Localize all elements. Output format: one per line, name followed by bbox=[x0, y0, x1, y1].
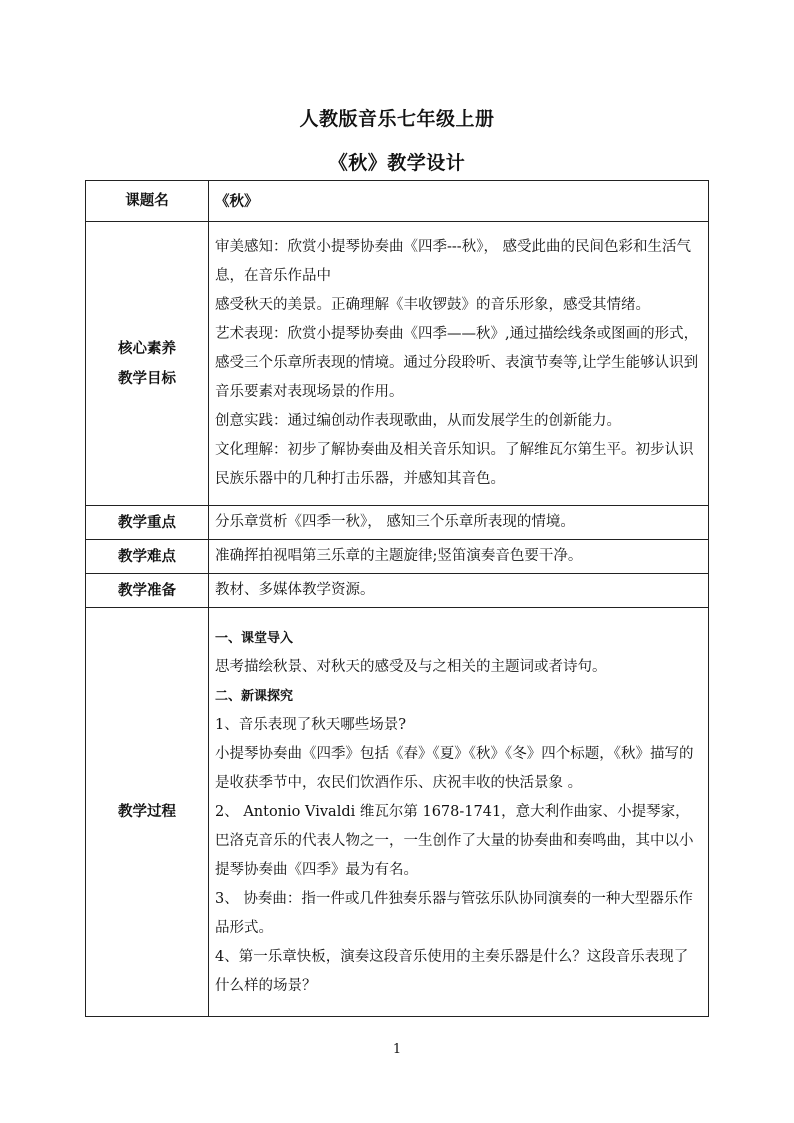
process-paragraph: 思考描绘秋景、对秋天的感受及与之相关的主题词或者诗句。 bbox=[215, 658, 607, 675]
topic-value: 《秋》 bbox=[209, 181, 709, 222]
section-heading: 一、课堂导入 bbox=[215, 630, 294, 646]
objectives-label-line1: 核心素养 bbox=[118, 339, 176, 357]
process-paragraph: 3、 协奏曲：指一件或几件独奏乐器与管弦乐队协同演奏的一种大型器乐作品形式。 bbox=[215, 890, 693, 936]
key-points-value: 分乐章赏析《四季一秋》， 感知三个乐章所表现的情境。 bbox=[209, 506, 709, 540]
objective-line: 创意实践：通过编创动作表现歌曲，从而发展学生的创新能力。 bbox=[215, 413, 621, 429]
table-row-preparation bbox=[86, 574, 709, 608]
difficulties-label: 教学难点 bbox=[86, 540, 209, 574]
document-title: 人教版音乐七年级上册 bbox=[299, 108, 495, 130]
objectives-content bbox=[209, 222, 709, 506]
difficulties-value: 准确挥拍视唱第三乐章的主题旋律;竖笛演奏音色要干净。 bbox=[209, 540, 709, 574]
objective-line: 文化理解：初步了解协奏曲及相关音乐知识。了解维瓦尔第生平。初步认识民族乐器中的几种打击乐器，并感知其音色。 bbox=[215, 442, 694, 487]
process-content bbox=[209, 608, 709, 1017]
preparation-label: 教学准备 bbox=[86, 574, 209, 608]
topic-label: 课题名 bbox=[86, 181, 209, 222]
lesson-plan-table bbox=[85, 180, 709, 1017]
process-label: 教学过程 bbox=[86, 608, 209, 1017]
process-paragraph: 小提琴协奏曲《四季》包括《春》《夏》《秋》《冬》四个标题，《秋》描写的是收获季节中，农民们饮酒作乐、庆祝丰收的快活景象 。 bbox=[215, 745, 694, 791]
objectives-label-line2: 教学目标 bbox=[118, 369, 176, 387]
process-paragraph: 4、第一乐章快板，演奏这段音乐使用的主奏乐器是什么？这段音乐表现了什么样的场景？ bbox=[215, 948, 689, 994]
process-paragraph: 1、音乐表现了秋天哪些场景? bbox=[215, 716, 406, 733]
objectives-label bbox=[86, 222, 209, 506]
table-row-objectives bbox=[86, 222, 709, 506]
process-paragraph: 2、 Antonio Vivaldi 维瓦尔第 1678-1741，意大利作曲家、小提琴家，巴洛克音乐的代表人物之一，一生创作了大量的协奏曲和奏鸣曲，其中以小提琴协奏曲《四季》最为有名。 bbox=[215, 803, 694, 878]
preparation-value: 教材、多媒体教学资源。 bbox=[209, 574, 709, 608]
table-row-process bbox=[86, 608, 709, 1017]
key-points-label: 教学重点 bbox=[86, 506, 209, 540]
section-heading: 二、新课探究 bbox=[215, 688, 294, 704]
objective-line: 审美感知：欣赏小提琴协奏曲《四季---秋》， 感受此曲的民间色彩和生活气息，在音乐作品中 bbox=[215, 239, 692, 284]
document-subtitle: 《秋》教学设计 bbox=[328, 152, 466, 174]
table-row-topic bbox=[86, 181, 709, 222]
table-row-key-points bbox=[86, 506, 709, 540]
objective-line: 艺术表现：欣赏小提琴协奏曲《四季——秋》,通过描绘线条或图画的形式，感受三个乐章所表现的情境。通过分段聆听、表演节奏等,让学生能够认识到音乐要素对表现场景的作用。 bbox=[215, 326, 699, 400]
page-number: 1 bbox=[392, 1042, 402, 1057]
objective-line: 感受秋天的美景。正确理解《丰收锣鼓》的音乐形象，感受其情绪。 bbox=[215, 297, 650, 313]
table-row-difficulties bbox=[86, 540, 709, 574]
